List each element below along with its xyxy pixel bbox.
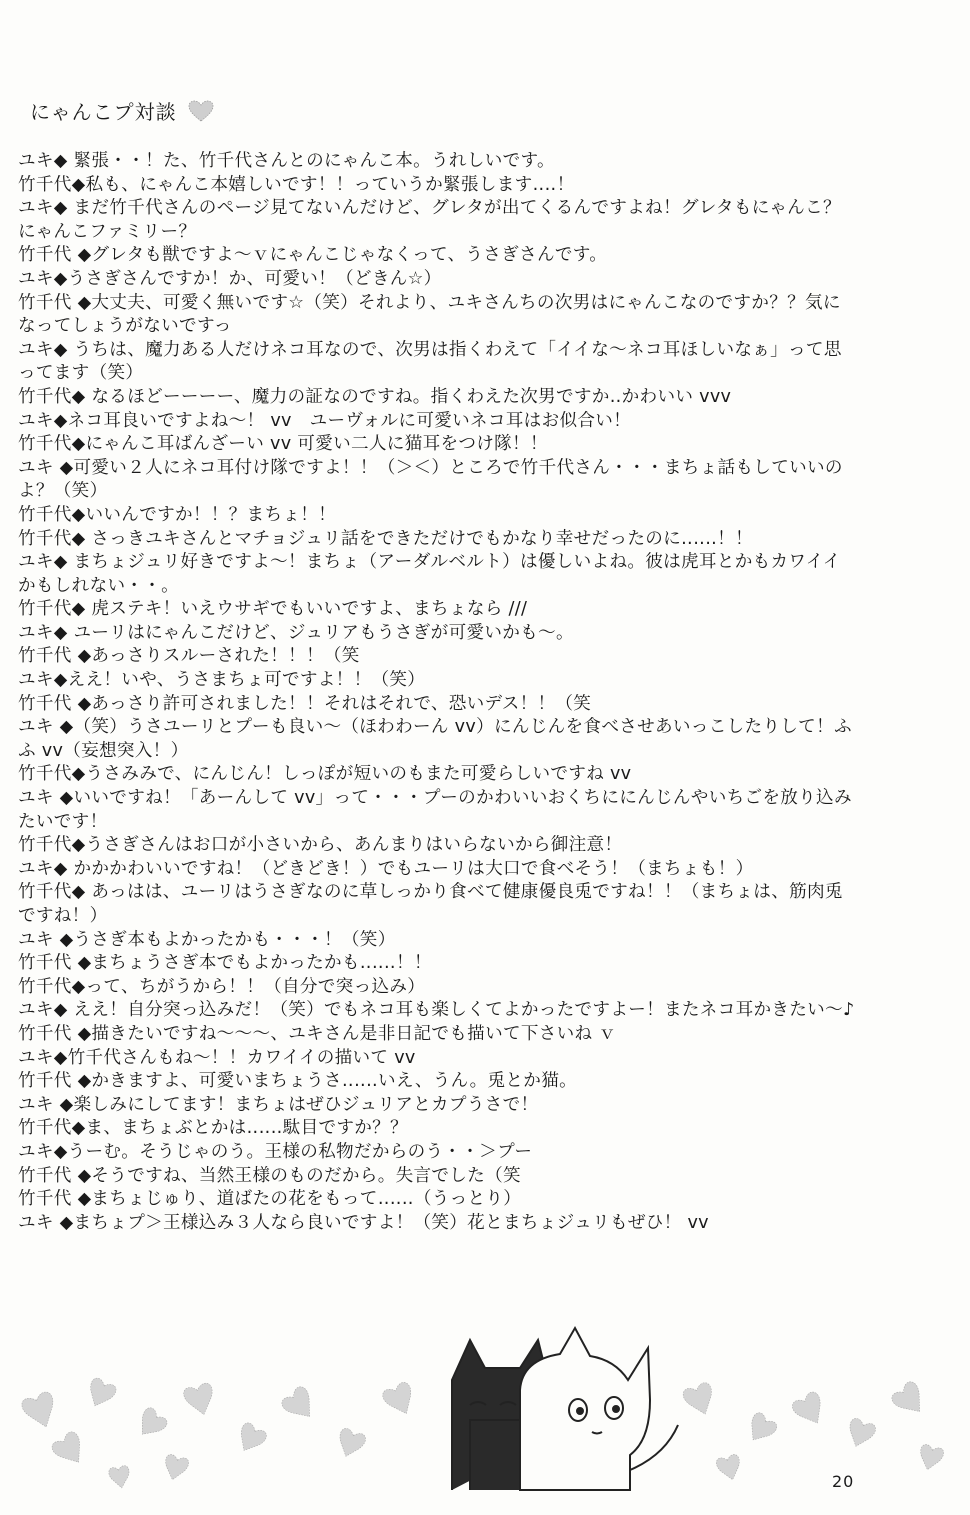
dialogue-line: ユキ ◆うさぎ本もよかったかも・・・！（笑） (18, 929, 396, 950)
dialogue-line: なってしょうがないですっ (18, 316, 232, 337)
dialogue-text (18, 150, 918, 1235)
dialogue-line: 竹千代◆ 虎ステキ！いえウサギでもいいですよ、まちょなら /// (18, 599, 528, 620)
page-number: 20 (832, 1472, 855, 1491)
dialogue-line: 竹千代◆ さっきユキさんとマチョジュリ話をできただけでもかなり幸せだったのに‥‥‥！！ (18, 528, 753, 549)
dialogue-line: 竹千代◆私も、にゃんこ本嬉しいです！！っていうか緊張します‥‥！ (18, 174, 575, 195)
heart-pattern-right (681, 1379, 944, 1482)
dialogue-line: ユキ◆ うちは、魔力ある人だけネコ耳なので、次男は指くわえて「イイな～ネコ耳ほしいなぁ」って思 (18, 339, 842, 360)
cat-eared-characters (452, 1328, 678, 1490)
page-title: にゃんこプ対談 (30, 100, 177, 124)
dialogue-line: ユキ◆うーむ。そうじゃのう。王様の私物だからのう・・＞プー (18, 1141, 533, 1162)
dialogue-line: ユキ◆うさぎさんですか！か、可愛い！（どきん☆） (18, 268, 442, 289)
dialogue-line: ユキ◆ ユーリはにゃんこだけど、ジュリアもうさぎが可愛いかも～。 (18, 622, 574, 643)
dialogue-line: たいです！ (18, 811, 108, 832)
dialogue-line: ふ vv（妄想突入！） (18, 740, 189, 761)
dialogue-line: 竹千代◆って、ちがうから！！（自分で突っ込み） (18, 976, 426, 997)
dialogue-line: ユキ ◆まちょプ＞王様込み３人なら良いですよ！（笑）花とまちょジュリもぜひ！ vv (18, 1212, 709, 1233)
dialogue-line: ユキ ◆可愛い２人にネコ耳付け隊ですよ！！（＞＜）ところで竹千代さん・・・まちょ話もしていいの (18, 457, 843, 478)
dialogue-line: ユキ ◆（笑）うさユーリとプーも良い～（ほわわーん vv）にんじんを食べさせあいっこしたりして！ふ (18, 717, 852, 738)
dialogue-line: 竹千代 ◆グレタも獣ですよ～ｖにゃんこじゃなくって、うさぎさんです。 (18, 245, 608, 266)
dialogue-line: にゃんこファミリー？ (18, 221, 197, 242)
dialogue-line: ですね！） (18, 906, 108, 926)
dialogue-line: ユキ◆ ええ！自分突っ込みだ！（笑）でもネコ耳も楽しくてよかったですよー！またネコ耳かきたい～♪ (18, 1000, 855, 1021)
dialogue-line: 竹千代◆にゃんこ耳ばんざーい vv 可愛い二人に猫耳をつけ隊！！ (18, 434, 548, 455)
dialogue-line: かもしれない・・。 (18, 575, 180, 596)
dialogue-line: 竹千代 ◆まちょじゅり、道ばたの花をもって‥‥‥（うっとり） (18, 1189, 522, 1210)
dialogue-line: 竹千代◆うさみみで、にんじん！しっぽが短いのもまた可愛らしいですね vv (18, 764, 632, 785)
heart-icon (188, 100, 214, 122)
dialogue-line: 竹千代 ◆大丈夫、可愛く無いです☆（笑）それより、ユキさんちの次男はにゃんこなのですか？？気に (18, 292, 841, 313)
dialogue-line: 竹千代 ◆あっさりスルーされた！！！（笑 (18, 646, 360, 667)
dialogue-line: 竹千代◆いいんですか！！？まちょ！！ (18, 504, 337, 525)
footer-illustration (0, 1320, 970, 1510)
dialogue-line: 竹千代◆ なるほどーーーー、魔力の証なのですね。指くわえた次男ですか‥かわいい vvv (18, 386, 732, 407)
dialogue-line: ユキ◆ かかかわいいですね！（どきどき！）でもユーリは大口で食べそう！（まちょも！） (18, 858, 754, 879)
dialogue-line: ユキ ◆楽しみにしてます！まちょはぜひジュリアとカプうさで！ (18, 1094, 539, 1115)
dialogue-line: ユキ◆ネコ耳良いですよね～！ vv ユーヴォルに可愛いネコ耳はお似合い！ (18, 410, 632, 431)
dialogue-line: 竹千代◆ま、まちょぶとかは‥‥‥駄目ですか？？ (18, 1118, 408, 1139)
dialogue-line: ってます（笑） (18, 363, 144, 384)
dialogue-line: 竹千代 ◆そうですね、当然王様のものだから。失言でした（笑 (18, 1165, 521, 1186)
dialogue-line: ユキ◆ まだ竹千代さんのページ見てないんだけど、グレタが出てくるんですよね！グレタもにゃんこ？ (18, 198, 841, 219)
dialogue-line: ユキ ◆いいですね！「あーんして vv」って・・・プーのかわいいおくちににんじんやいちごを放り込み (18, 788, 852, 809)
dialogue-line: 竹千代◆ あっはは、ユーリはうさぎなのに草しっかり食べて健康優良兎ですね！！（まちょは、筋肉兎 (18, 882, 843, 903)
dialogue-line: 竹千代 ◆かきますよ、可愛いまちょうさ‥‥‥いえ、うん。兎とか猫。 (18, 1071, 577, 1092)
dialogue-line: 竹千代 ◆描きたいですね～～～、ユキさん是非日記でも描いて下さいね ｖ (18, 1023, 617, 1044)
dialogue-line: よ？（笑） (18, 481, 108, 502)
dialogue-line: 竹千代 ◆あっさり許可されました！！それはそれで、恐いデス！！（笑 (18, 693, 592, 714)
heart-pattern-left (20, 1376, 419, 1489)
dialogue-line: ユキ◆ええ！いや、うさまちょ可ですよ！！（笑） (18, 670, 426, 691)
dialogue-line: ユキ◆ まちょジュリ好きですよ～！まちょ（アーダルベルト）は優しいよね。彼は虎耳とかもカワイイ (18, 552, 841, 573)
dialogue-line: ユキ◆竹千代さんもね～！！カワイイの描いて vv (18, 1047, 416, 1068)
dialogue-line: 竹千代 ◆まちょうさぎ本でもよかったかも‥‥‥！！ (18, 953, 432, 974)
dialogue-line: ユキ◆ 緊張・・！た、竹千代さんとのにゃんこ本。うれしいです。 (18, 151, 555, 171)
dialogue-line: 竹千代◆うさぎさんはお口が小さいから、あんまりはいらないから御注意！ (18, 835, 623, 856)
